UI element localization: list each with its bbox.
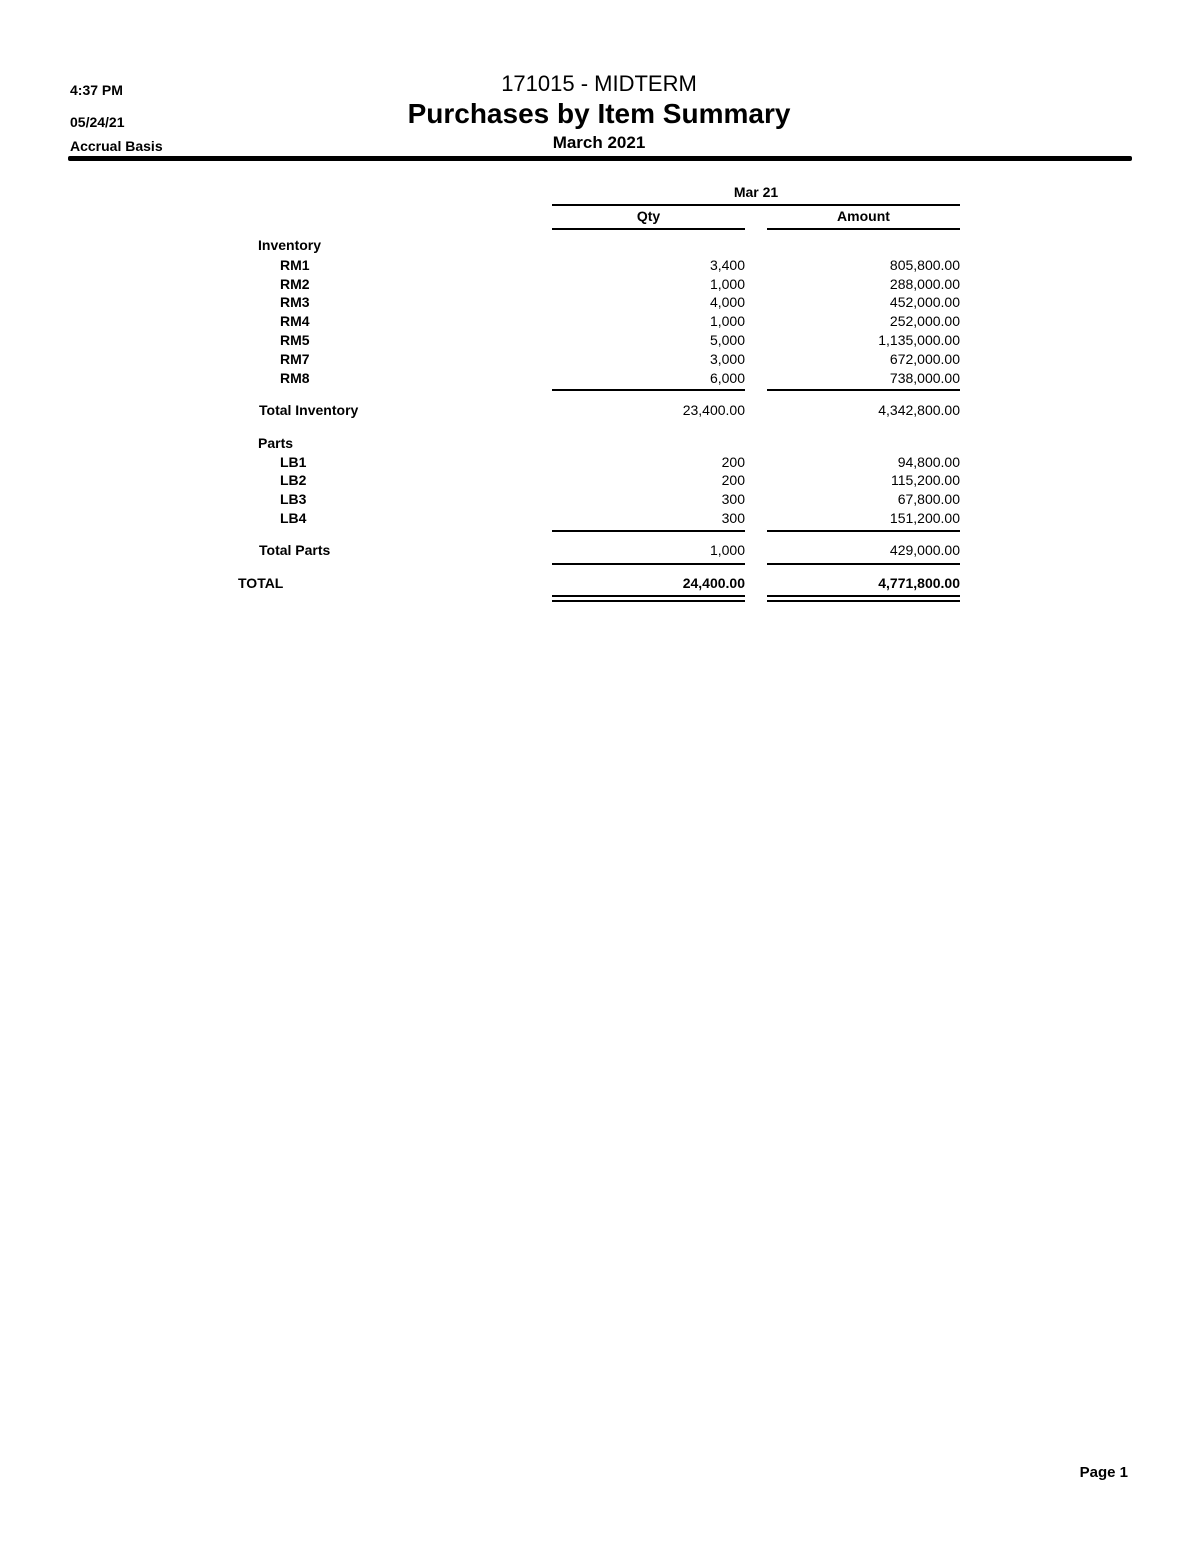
report-title: Purchases by Item Summary (407, 98, 791, 129)
grand-total-row (0, 574, 1200, 592)
item-name: RM5 (280, 332, 310, 348)
section-total-row (0, 541, 1200, 559)
item-qty: 1,000 (709, 313, 745, 329)
section-total-row (0, 401, 1200, 419)
item-amount: 67,800.00 (897, 491, 960, 507)
table-row (0, 509, 1200, 527)
item-name: RM1 (280, 257, 310, 273)
period-column-heading: Mar 21 (733, 184, 779, 200)
total-rule (552, 563, 745, 565)
item-amount: 252,000.00 (889, 313, 960, 329)
qty-heading-rule (552, 228, 745, 230)
header-rule (68, 156, 1132, 161)
grand-total-double-rule (552, 595, 745, 602)
section-total-label: Total Inventory (259, 402, 359, 418)
item-amount: 452,000.00 (889, 294, 960, 310)
item-qty: 4,000 (709, 294, 745, 310)
item-amount: 94,800.00 (897, 454, 960, 470)
section-total-qty: 1,000 (709, 542, 745, 558)
item-amount: 151,200.00 (889, 510, 960, 526)
company-name: 171015 - MIDTERM (501, 71, 697, 96)
table-row (0, 369, 1200, 387)
section-total-qty: 23,400.00 (682, 402, 745, 418)
grand-total-label: TOTAL (238, 575, 284, 591)
table-row (0, 350, 1200, 368)
item-name: LB2 (280, 472, 307, 488)
section-name: Parts (258, 435, 294, 451)
item-name: LB4 (280, 510, 307, 526)
report-time: 4:37 PM (70, 82, 123, 98)
total-rule (767, 563, 960, 565)
section-total-amount: 4,342,800.00 (878, 402, 960, 418)
item-amount: 672,000.00 (889, 351, 960, 367)
item-name: RM4 (280, 313, 310, 329)
table-row (0, 471, 1200, 489)
page-number: Page 1 (1079, 1464, 1128, 1481)
subtotal-rule (767, 530, 960, 532)
item-qty: 3,400 (709, 257, 745, 273)
item-name: RM3 (280, 294, 310, 310)
grand-total-qty: 24,400.00 (682, 575, 745, 591)
item-amount: 1,135,000.00 (878, 332, 960, 348)
subtotal-rule (767, 389, 960, 391)
qty-column-heading: Qty (636, 208, 661, 224)
item-qty: 3,000 (709, 351, 745, 367)
subtotal-rule (552, 389, 745, 391)
item-amount: 805,800.00 (889, 257, 960, 273)
grand-total-double-rule (767, 595, 960, 602)
item-qty: 200 (721, 454, 745, 470)
section-total-label: Total Parts (259, 542, 331, 558)
item-name: LB3 (280, 491, 307, 507)
table-row (0, 453, 1200, 471)
table-row (0, 312, 1200, 330)
item-qty: 300 (721, 491, 745, 507)
report-basis: Accrual Basis (70, 138, 163, 154)
item-qty: 6,000 (709, 370, 745, 386)
table-row (0, 275, 1200, 293)
table-row (0, 256, 1200, 274)
item-qty: 200 (721, 472, 745, 488)
table-row (0, 293, 1200, 311)
amount-heading-rule (767, 228, 960, 230)
section-header-row (0, 236, 1200, 254)
item-name: LB1 (280, 454, 307, 470)
item-name: RM7 (280, 351, 310, 367)
item-amount: 115,200.00 (890, 472, 960, 488)
report-date: 05/24/21 (70, 114, 125, 130)
section-header-row (0, 434, 1200, 452)
item-amount: 288,000.00 (889, 276, 960, 292)
item-qty: 1,000 (709, 276, 745, 292)
report-period: March 2021 (552, 133, 646, 152)
item-qty: 5,000 (709, 332, 745, 348)
amount-column-heading: Amount (837, 208, 890, 224)
table-row (0, 331, 1200, 349)
section-name: Inventory (258, 237, 322, 253)
item-amount: 738,000.00 (889, 370, 960, 386)
section-total-amount: 429,000.00 (889, 542, 960, 558)
period-heading-rule (552, 204, 960, 206)
item-name: RM8 (280, 370, 310, 386)
item-name: RM2 (280, 276, 310, 292)
table-row (0, 490, 1200, 508)
item-qty: 300 (721, 510, 745, 526)
subtotal-rule (552, 530, 745, 532)
grand-total-amount: 4,771,800.00 (878, 575, 960, 591)
